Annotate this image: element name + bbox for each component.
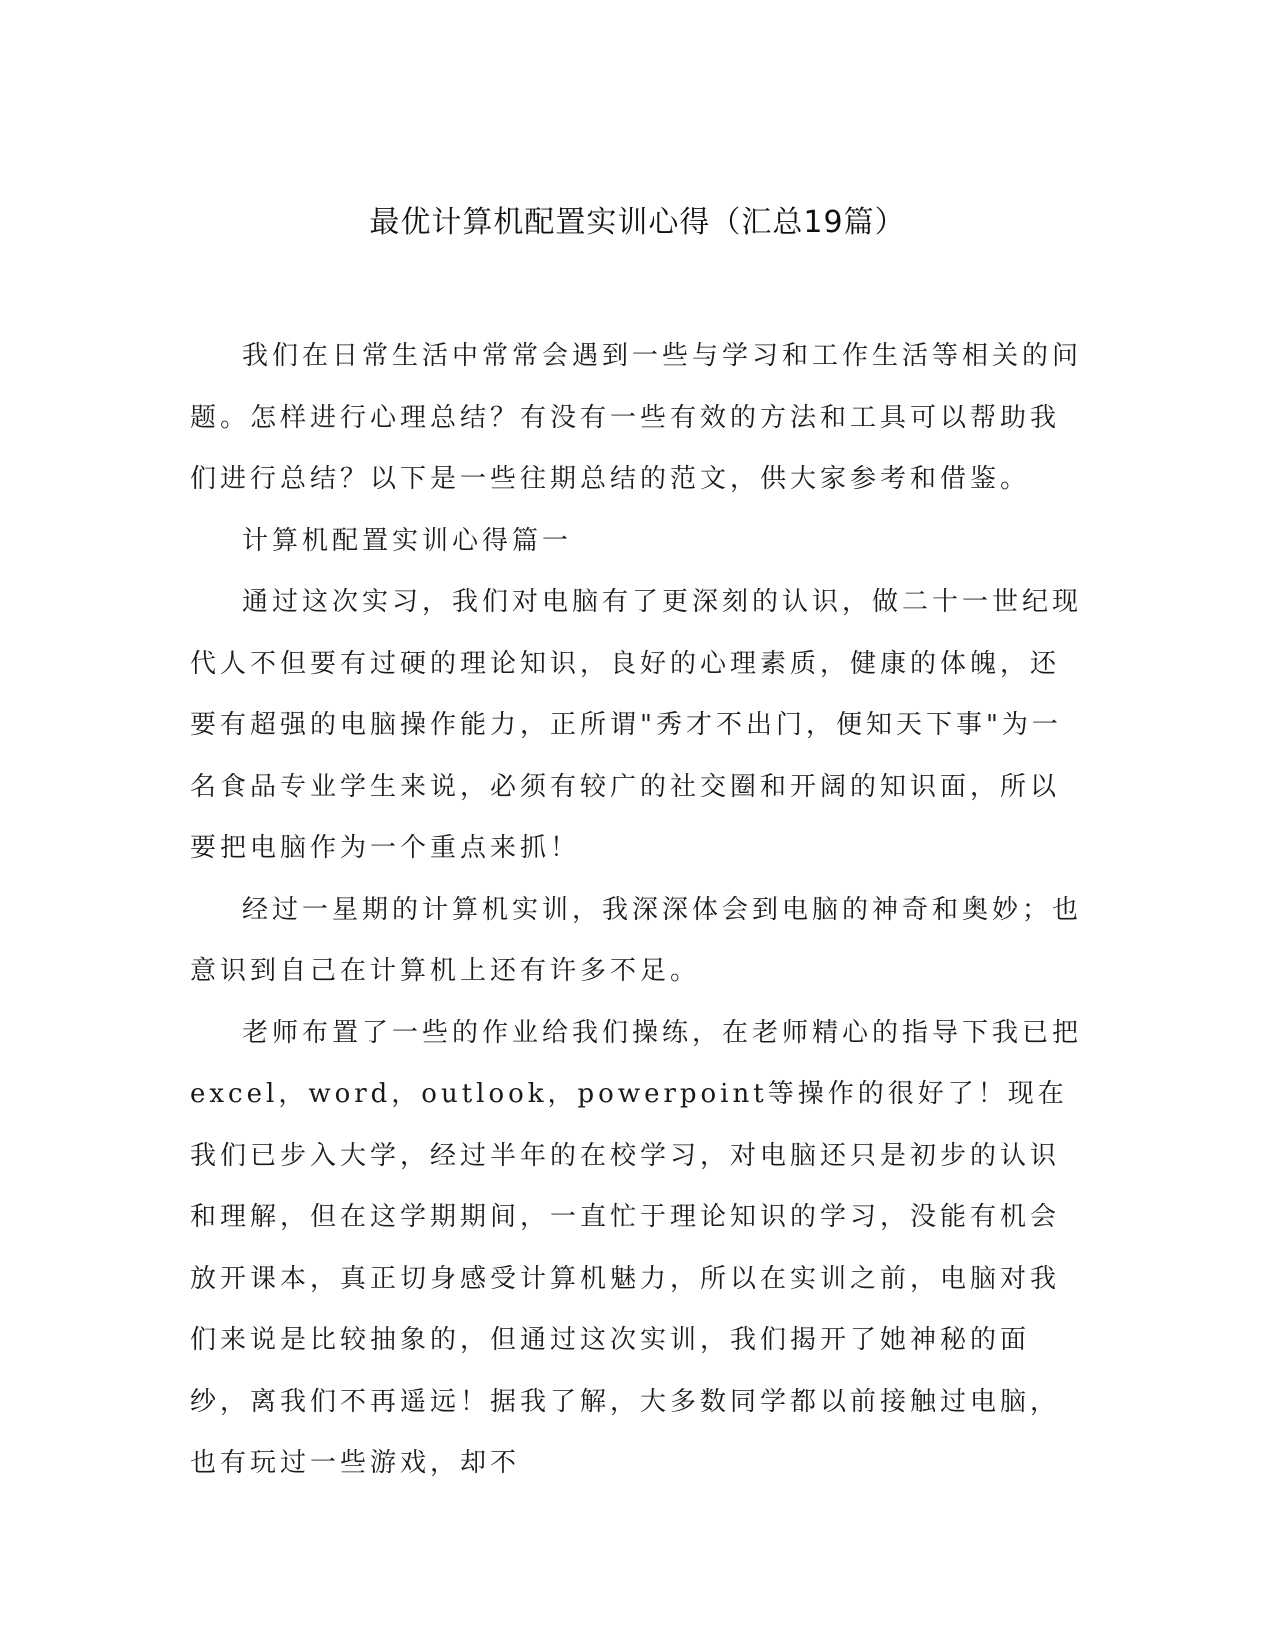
body-paragraph: 经过一星期的计算机实训，我深深体会到电脑的神奇和奥妙；也意识到自己在计算机上还有许多不足。 [190, 894, 1083, 986]
document-body [190, 326, 1086, 1495]
body-paragraph: 老师布置了一些的作业给我们操练，在老师精心的指导下我已把excel，word，outlook，powerpoint等操作的很好了！现在我们已步入大学，经过半年的在校学习，对电脑还只是初步的认识和理解，但在这学期期间，一直忙于理论知识的学习，没能有机会放开课本，真正切身感受计算机魅力，所以在实训之前，电脑对我们来说是比较抽象的，但通过这次实训，我们揭开了她神秘的面纱，离我们不再遥远！据我了解，大多数同学都以前接触过电脑，也有玩过一些游戏，却不 [190, 1017, 1083, 1478]
section-heading: 计算机配置实训心得篇一 [242, 525, 573, 556]
document-title: 最优计算机配置实训心得（汇总19篇） [369, 205, 906, 240]
intro-paragraph: 我们在日常生活中常常会遇到一些与学习和工作生活等相关的问题。怎样进行心理总结？有没有一些有效的方法和工具可以帮助我们进行总结？以下是一些往期总结的范文，供大家参考和借鉴。 [190, 341, 1083, 494]
body-paragraph: 通过这次实习，我们对电脑有了更深刻的认识，做二十一世纪现代人不但要有过硬的理论知识，良好的心理素质，健康的体魄，还要有超强的电脑操作能力，正所谓"秀才不出门，便知天下事"为一名食品专业学生来说，必须有较广的社交圈和开阔的知识面，所以要把电脑作为一个重点来抓！ [190, 587, 1083, 863]
